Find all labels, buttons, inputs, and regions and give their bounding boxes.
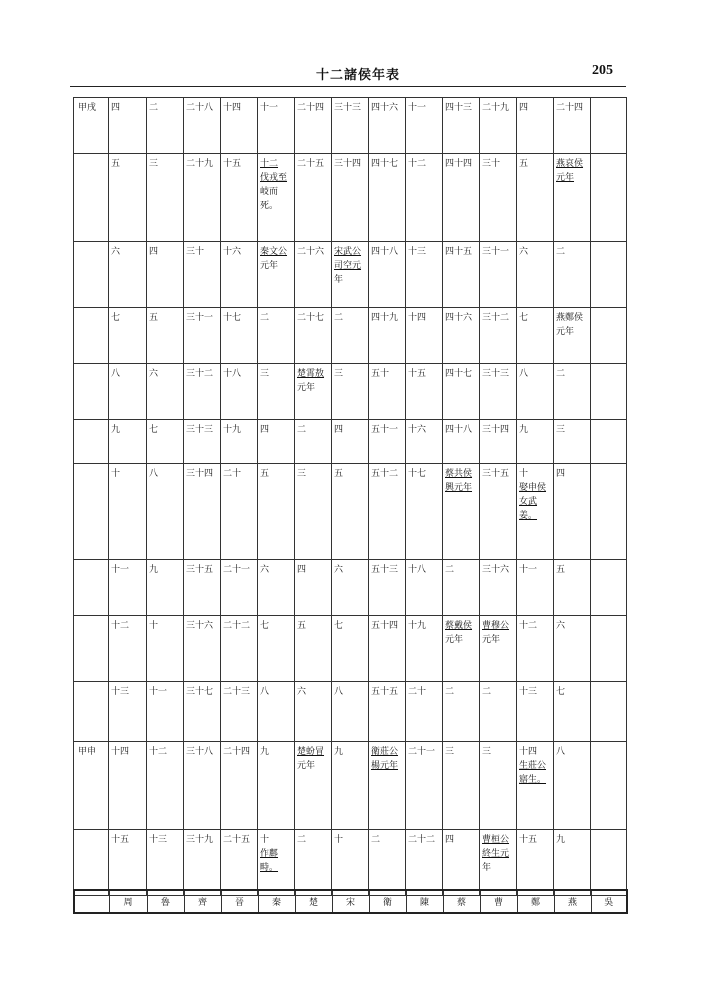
- table-cell: 十一: [406, 98, 443, 154]
- table-cell: 四十三: [443, 98, 480, 154]
- table-cell: 十三: [147, 830, 184, 896]
- table-cell: 四十八: [369, 242, 406, 308]
- table-cell: 二: [554, 364, 591, 420]
- table-cell: 二: [443, 682, 480, 742]
- table-cell: 三十一: [184, 308, 221, 364]
- table-cell: 四十七: [443, 364, 480, 420]
- table-cell: 六: [258, 560, 295, 616]
- table-row: [74, 830, 627, 896]
- table-cell: 五: [295, 616, 332, 682]
- table-cell: 三十三: [184, 420, 221, 464]
- table-cell: 三十九: [184, 830, 221, 896]
- table-cell: 二十四: [554, 98, 591, 154]
- table-cell: 十: [332, 830, 369, 896]
- table-cell: 二十七: [295, 308, 332, 364]
- table-row: [74, 616, 627, 682]
- table-cell: 六: [554, 616, 591, 682]
- table-cell: 七: [258, 616, 295, 682]
- table-cell: 九: [258, 742, 295, 830]
- table-cell: 五十一: [369, 420, 406, 464]
- table-cell: 二十: [221, 464, 258, 560]
- table-row: [74, 308, 627, 364]
- state-name-cell: 秦: [258, 890, 295, 913]
- table-cell: 三十八: [184, 742, 221, 830]
- table-cell: 十一: [517, 560, 554, 616]
- table-cell: 四: [517, 98, 554, 154]
- table-cell: 十六: [221, 242, 258, 308]
- table-cell: 十二: [109, 616, 147, 682]
- table-cell: 二十九: [184, 154, 221, 242]
- table-cell: [591, 560, 627, 616]
- table-cell: 三十一: [480, 242, 517, 308]
- table-cell: 四: [443, 830, 480, 896]
- table-cell: 秦文公 元年: [258, 242, 295, 308]
- table-cell: 二十六: [295, 242, 332, 308]
- table-cell: 十二 伐戎至 岐而死。: [258, 154, 295, 242]
- table-cell: 三十六: [184, 616, 221, 682]
- table-cell: 三: [147, 154, 184, 242]
- year-cycle-cell: [74, 154, 109, 242]
- table-cell: [591, 682, 627, 742]
- table-row: [74, 682, 627, 742]
- table-cell: 十 作鄜畤。: [258, 830, 295, 896]
- table-cell: 十三: [517, 682, 554, 742]
- table-cell: 五: [147, 308, 184, 364]
- year-cycle-cell: 甲戌: [74, 98, 109, 154]
- page-number: 205: [592, 63, 613, 78]
- table-cell: 二十二: [406, 830, 443, 896]
- table-cell: 五: [332, 464, 369, 560]
- table-cell: 四: [554, 464, 591, 560]
- table-cell: 九: [147, 560, 184, 616]
- table-cell: 十七: [221, 308, 258, 364]
- table-cell: 三十四: [480, 420, 517, 464]
- table-cell: [591, 830, 627, 896]
- table-cell: 五十五: [369, 682, 406, 742]
- table-cell: 三十二: [480, 308, 517, 364]
- table-cell: 九: [517, 420, 554, 464]
- table-cell: 九: [109, 420, 147, 464]
- table-cell: [591, 464, 627, 560]
- table-cell: 十二: [517, 616, 554, 682]
- state-name-cell: 衛: [369, 890, 406, 913]
- state-name-cell: 魯: [147, 890, 184, 913]
- table-cell: 二十八: [184, 98, 221, 154]
- table-cell: 十五: [517, 830, 554, 896]
- year-cycle-cell: [74, 308, 109, 364]
- table-cell: 十五: [406, 364, 443, 420]
- table-cell: 四: [332, 420, 369, 464]
- table-cell: 十九: [406, 616, 443, 682]
- header-rule: [70, 86, 626, 87]
- table-cell: 三: [258, 364, 295, 420]
- table-cell: 四十六: [443, 308, 480, 364]
- table-cell: 蔡戴侯 元年: [443, 616, 480, 682]
- state-name-cell: 曹: [480, 890, 517, 913]
- state-name-cell: 吳: [591, 890, 627, 913]
- table-cell: [591, 742, 627, 830]
- year-cycle-cell: [74, 830, 109, 896]
- table-cell: 九: [332, 742, 369, 830]
- table-cell: 二: [554, 242, 591, 308]
- state-name-cell: 晉: [221, 890, 258, 913]
- table-cell: 四十六: [369, 98, 406, 154]
- table-cell: 八: [517, 364, 554, 420]
- year-cycle-cell: [74, 420, 109, 464]
- table-cell: 二十四: [295, 98, 332, 154]
- table-cell: 四: [109, 98, 147, 154]
- table-cell: 十八: [221, 364, 258, 420]
- table-cell: 十七: [406, 464, 443, 560]
- table-cell: 十一: [109, 560, 147, 616]
- table-cell: 四十五: [443, 242, 480, 308]
- table-cell: 八: [147, 464, 184, 560]
- state-name-cell: 周: [109, 890, 147, 913]
- table-cell: [591, 308, 627, 364]
- table-cell: 五十二: [369, 464, 406, 560]
- table-cell: 三十: [480, 154, 517, 242]
- table-cell: 二: [147, 98, 184, 154]
- table-cell: 七: [332, 616, 369, 682]
- table-cell: 八: [258, 682, 295, 742]
- table-cell: 三十五: [184, 560, 221, 616]
- table-row: [74, 154, 627, 242]
- state-name-footer: [73, 889, 628, 914]
- table-cell: 五十三: [369, 560, 406, 616]
- table-cell: 六: [295, 682, 332, 742]
- table-cell: 十: [109, 464, 147, 560]
- year-cycle-cell: [74, 464, 109, 560]
- table-cell: 楚霄敖 元年: [295, 364, 332, 420]
- table-cell: 六: [332, 560, 369, 616]
- table-cell: 三十七: [184, 682, 221, 742]
- table-cell: 五: [109, 154, 147, 242]
- table-cell: 蔡共侯 興元年: [443, 464, 480, 560]
- table-cell: 十四: [221, 98, 258, 154]
- table-cell: 二: [332, 308, 369, 364]
- table-cell: 三十六: [480, 560, 517, 616]
- table-cell: 四十八: [443, 420, 480, 464]
- table-cell: 二十一: [221, 560, 258, 616]
- table-cell: 十六: [406, 420, 443, 464]
- table-row: [74, 242, 627, 308]
- table-cell: 燕哀侯 元年: [554, 154, 591, 242]
- state-name-cell: 陳: [406, 890, 443, 913]
- table-cell: 七: [517, 308, 554, 364]
- state-name-cell: 齊: [184, 890, 221, 913]
- table-row: [74, 420, 627, 464]
- table-cell: [591, 242, 627, 308]
- table-cell: 二十一: [406, 742, 443, 830]
- table-cell: 三十三: [480, 364, 517, 420]
- table-cell: 四十四: [443, 154, 480, 242]
- table-cell: [591, 420, 627, 464]
- table-cell: 七: [147, 420, 184, 464]
- state-name-cell: 宋: [332, 890, 369, 913]
- table-cell: 五: [258, 464, 295, 560]
- table-cell: 二十五: [221, 830, 258, 896]
- table-cell: 二十四: [221, 742, 258, 830]
- table-cell: 八: [109, 364, 147, 420]
- state-name-cell: [74, 890, 109, 913]
- table-cell: 十二: [147, 742, 184, 830]
- state-name-cell: 楚: [295, 890, 332, 913]
- table-cell: 四: [258, 420, 295, 464]
- table-cell: 五十: [369, 364, 406, 420]
- table-cell: 十三: [109, 682, 147, 742]
- year-cycle-cell: [74, 682, 109, 742]
- year-cycle-cell: [74, 242, 109, 308]
- table-cell: 五十四: [369, 616, 406, 682]
- table-cell: 十: [147, 616, 184, 682]
- table-cell: 四: [295, 560, 332, 616]
- table-cell: 十八: [406, 560, 443, 616]
- table-cell: 二十三: [221, 682, 258, 742]
- table-cell: 二: [295, 420, 332, 464]
- table-cell: 楚蚡冒 元年: [295, 742, 332, 830]
- table-row: [74, 98, 627, 154]
- table-cell: [591, 616, 627, 682]
- table-cell: [591, 154, 627, 242]
- table-cell: 三: [554, 420, 591, 464]
- table-cell: 五: [554, 560, 591, 616]
- table-cell: 三十二: [184, 364, 221, 420]
- table-cell: 八: [554, 742, 591, 830]
- table-cell: 三: [480, 742, 517, 830]
- page-title: 十二諸侯年表: [315, 68, 400, 83]
- table-cell: 十 娶申侯 女武姜。: [517, 464, 554, 560]
- state-name-cell: 蔡: [443, 890, 480, 913]
- table-cell: 二: [295, 830, 332, 896]
- table-cell: 四: [147, 242, 184, 308]
- table-cell: 十四 生莊公 寤生。: [517, 742, 554, 830]
- table-cell: 三十四: [332, 154, 369, 242]
- chronology-table: [73, 97, 627, 896]
- table-cell: 宋武公 司空元 年: [332, 242, 369, 308]
- table-cell: 三十五: [480, 464, 517, 560]
- table-cell: 二十: [406, 682, 443, 742]
- table-cell: 六: [147, 364, 184, 420]
- table-cell: 三: [443, 742, 480, 830]
- state-name-cell: 燕: [554, 890, 591, 913]
- table-cell: 二十二: [221, 616, 258, 682]
- table-cell: 二: [369, 830, 406, 896]
- table-cell: 十三: [406, 242, 443, 308]
- table-cell: 十五: [221, 154, 258, 242]
- table-row: [74, 464, 627, 560]
- table-cell: 四十九: [369, 308, 406, 364]
- state-name-cell: 鄭: [517, 890, 554, 913]
- table-row: [74, 560, 627, 616]
- table-cell: 十一: [258, 98, 295, 154]
- table-cell: [591, 98, 627, 154]
- table-cell: 二: [258, 308, 295, 364]
- table-cell: 三十四: [184, 464, 221, 560]
- table-cell: 十四: [109, 742, 147, 830]
- table-cell: 十五: [109, 830, 147, 896]
- table-cell: 十九: [221, 420, 258, 464]
- table-cell: 二十九: [480, 98, 517, 154]
- table-row: [74, 742, 627, 830]
- table-cell: 三十: [184, 242, 221, 308]
- table-cell: [591, 364, 627, 420]
- table-cell: 曹穆公 元年: [480, 616, 517, 682]
- table-cell: 九: [554, 830, 591, 896]
- table-cell: 七: [554, 682, 591, 742]
- table-cell: 十二: [406, 154, 443, 242]
- year-cycle-cell: [74, 560, 109, 616]
- table-cell: 六: [109, 242, 147, 308]
- table-cell: 八: [332, 682, 369, 742]
- table-cell: 衛莊公 楊元年: [369, 742, 406, 830]
- year-cycle-cell: 甲申: [74, 742, 109, 830]
- table-row: [74, 364, 627, 420]
- table-cell: 七: [109, 308, 147, 364]
- table-cell: 五: [517, 154, 554, 242]
- table-cell: 十一: [147, 682, 184, 742]
- table-cell: 二: [480, 682, 517, 742]
- table-cell: 二: [443, 560, 480, 616]
- table-cell: 十四: [406, 308, 443, 364]
- table-cell: 燕鄭侯 元年: [554, 308, 591, 364]
- table-cell: 四十七: [369, 154, 406, 242]
- table-cell: 二十五: [295, 154, 332, 242]
- table-cell: 三: [295, 464, 332, 560]
- year-cycle-cell: [74, 364, 109, 420]
- year-cycle-cell: [74, 616, 109, 682]
- table-cell: 六: [517, 242, 554, 308]
- table-cell: 曹桓公 終生元 年: [480, 830, 517, 896]
- table-cell: 三: [332, 364, 369, 420]
- table-cell: 三十三: [332, 98, 369, 154]
